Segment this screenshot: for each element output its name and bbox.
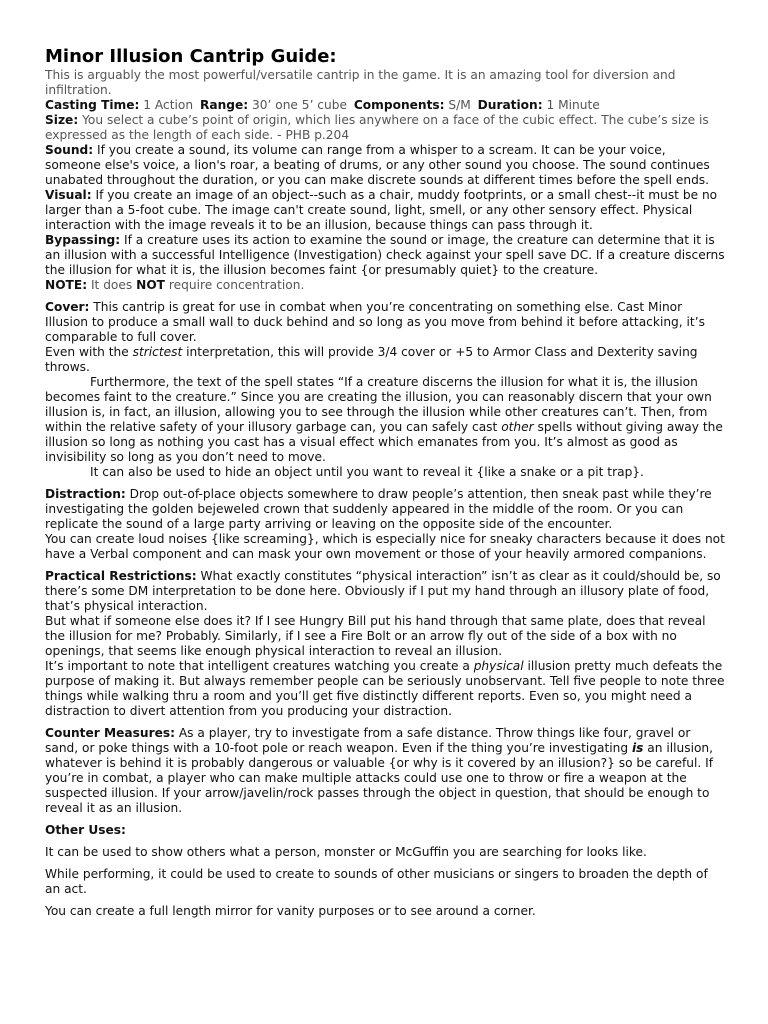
sound-label: Sound: xyxy=(45,143,94,157)
document-body xyxy=(45,46,725,919)
other-use-item: You can create a full length mirror for vanity purposes or to see around a corner. xyxy=(45,904,536,918)
cover-p3-pre: Furthermore, the text of the spell states “If a creature discerns the illusion for what it is, the illusion becomes faint to the creature.” Since you are creating the illusion, you can reasonably discern that your own illusion is, in fact, an illusion, allowing you to see through the illusion while other creatures can’t. Then, from within the relative safety of your illusory garbage can, you can safely cast xyxy=(45,375,712,434)
intro-paragraph: This is arguably the most powerful/versatile cantrip in the game. It is an amazing tool for diversion and infiltration. xyxy=(45,68,676,97)
sound-paragraph xyxy=(45,143,725,188)
cover-label: Cover: xyxy=(45,300,90,314)
components-value: S/M xyxy=(448,98,471,112)
practical-paragraph-3 xyxy=(45,659,725,719)
cover-p2-post: interpretation, this will provide 3/4 cover or +5 to Armor Class and Dexterity saving throws. xyxy=(45,345,698,374)
practical-text: What exactly constitutes “physical interaction” isn’t as clear as it could/should be, so there’s some DM interpretation to be done here. Obviously if I put my hand through an illusory plate of food, that’s physical interaction. xyxy=(45,569,721,613)
bypassing-text: If a creature uses its action to examine the sound or image, the creature can determine that it is an illusion with a successful Intelligence (Investigation) check against your spell save DC. If a creature discerns the illusion for what it is, the illusion becomes faint {or presumably quiet} to the creature. xyxy=(45,233,725,277)
note-paragraph xyxy=(45,278,725,293)
cover-p3-emphasis: other xyxy=(501,420,534,434)
other-use-item: It can be used to show others what a person, monster or McGuffin you are searching for looks like. xyxy=(45,845,647,859)
other-uses-label: Other Uses: xyxy=(45,823,126,837)
cover-text: This cantrip is great for use in combat when you’re concentrating on something else. Cast Minor Illusion to produce a small wall to duck behind and so long as you move from behind it before attacking, it’s comparable to full cover. xyxy=(45,300,705,344)
sound-text: If you create a sound, its volume can range from a whisper to a scream. It can be your voice, someone else's voice, a lion's roar, a beating of drums, or any other sound you choose. The sound continues unabated throughout the duration, or you can make discrete sounds at different times before the spell ends. xyxy=(45,143,710,187)
counter-label: Counter Measures: xyxy=(45,726,175,740)
counter-paragraph xyxy=(45,726,725,816)
practical-p3-pre: It’s important to note that intelligent creatures watching you create a xyxy=(45,659,470,673)
cover-paragraph-2 xyxy=(45,345,725,375)
note-not: NOT xyxy=(136,278,165,292)
counter-emphasis: is xyxy=(631,741,644,755)
visual-label: Visual: xyxy=(45,188,92,202)
bypassing-paragraph xyxy=(45,233,725,278)
practical-paragraph-2: But what if someone else does it? If I see Hungry Bill put his hand through that same plate, does that reveal the illusion for me? Probably. Similarly, if I see a Fire Bolt or an arrow fly out of the side of a box with no openings, that seems like enough physical interaction to reveal an illusion. xyxy=(45,614,706,658)
cover-paragraph xyxy=(45,300,725,345)
cover-p3-post: spells without giving away the illusion so long as nothing you cast has a visual effect which emanates from you. It’s almost as good as invisibility so long as you don’t need to move. xyxy=(45,420,723,464)
distraction-text: Drop out-of-place objects somewhere to draw people’s attention, then sneak past while they’re investigating the golden bejeweled crown that suddenly appeared in the middle of the room. Or you can replicate the sound of a large party arriving or leaving on the opposite side of the encounter. xyxy=(45,487,712,531)
practical-p3-post: illusion pretty much defeats the purpose of making it. But always remember people can be seriously unobservant. Tell five people to note three things while walking thru a room and you’ll get five distinctly different reports. Even so, you might need a distraction to divert attention from you producing your distraction. xyxy=(45,659,725,718)
casting-time-label: Casting Time: xyxy=(45,98,140,112)
counter-text-pre: As a player, try to investigate from a safe distance. Throw things like four, gravel or sand, or poke things with a 10-foot pole or reach weapon. Even if the thing you’re investigating xyxy=(45,726,691,755)
cover-paragraph-3 xyxy=(45,375,725,465)
note-text-post: require concentration. xyxy=(168,278,305,292)
size-text: You select a cube’s point of origin, which lies anywhere on a face of the cubic effect. The cube’s size is expressed as the length of each side. - PHB p.204 xyxy=(45,113,709,142)
counter-text-post: an illusion, whatever is behind it is probably dangerous or valuable {or why is it covered by an illusion?} so be careful. If you’re in combat, a player who can make multiple attacks could use one to throw or fire a weapon at the suspected illusion. If your arrow/javelin/rock passes through the object in question, that should be enough to reveal it as an illusion. xyxy=(45,741,714,815)
range-value: 30’ one 5’ cube xyxy=(252,98,347,112)
size-paragraph xyxy=(45,113,725,143)
note-label: NOTE: xyxy=(45,278,88,292)
size-label: Size: xyxy=(45,113,79,127)
range-label: Range: xyxy=(199,98,249,112)
casting-time-value: 1 Action xyxy=(143,98,194,112)
page-title: Minor Illusion Cantrip Guide: xyxy=(45,46,337,67)
other-use-item: While performing, it could be used to create to sounds of other musicians or singers to broaden the depth of an act. xyxy=(45,867,708,896)
distraction-paragraph xyxy=(45,487,725,532)
cover-p2-emphasis: strictest xyxy=(132,345,183,359)
spell-stats-line xyxy=(45,98,725,113)
cover-p2-pre: Even with the xyxy=(45,345,129,359)
practical-p3-emphasis: physical xyxy=(473,659,524,673)
practical-label: Practical Restrictions: xyxy=(45,569,197,583)
visual-text: If you create an image of an object--such as a chair, muddy footprints, or a small chest--it must be no larger than a 5-foot cube. The image can't create sound, light, smell, or any other sensory effect. Physical interaction with the image reveals it to be an illusion, because things can pass through it. xyxy=(45,188,718,232)
bypassing-label: Bypassing: xyxy=(45,233,121,247)
cover-paragraph-4: It can also be used to hide an object until you want to reveal it {like a snake or a pit trap}. xyxy=(90,465,644,479)
distraction-paragraph-2: You can create loud noises {like screaming}, which is especially nice for sneaky characters because it does not have a Verbal component and can mask your own movement or those of your heavily armored companions. xyxy=(45,532,725,561)
visual-paragraph xyxy=(45,188,725,233)
distraction-label: Distraction: xyxy=(45,487,126,501)
practical-paragraph xyxy=(45,569,725,614)
duration-label: Duration: xyxy=(477,98,543,112)
note-text-pre: It does xyxy=(90,278,133,292)
other-uses-heading xyxy=(45,823,725,838)
duration-value: 1 Minute xyxy=(546,98,600,112)
components-label: Components: xyxy=(353,98,445,112)
